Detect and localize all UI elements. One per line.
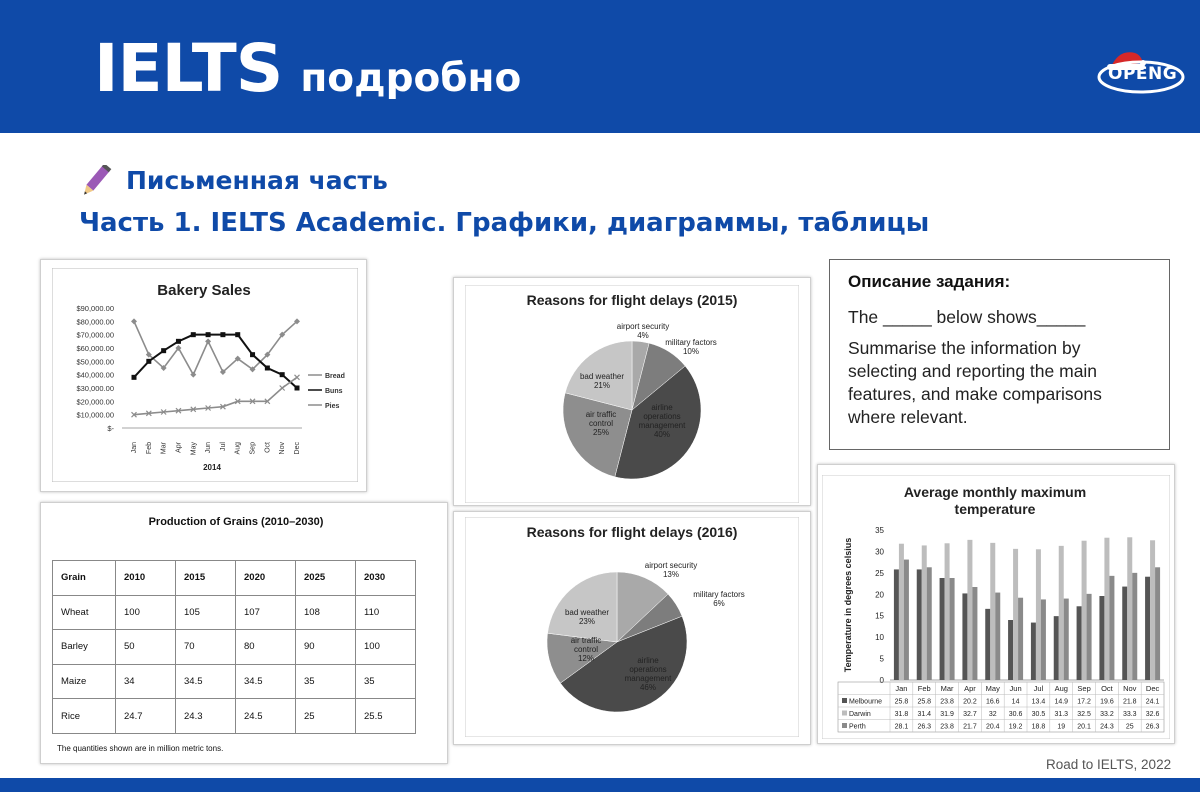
pencil-icon xyxy=(76,165,112,199)
pie-label: operations xyxy=(629,665,667,674)
bar xyxy=(1013,549,1018,680)
logo-text: OPENG xyxy=(1108,64,1178,84)
bar xyxy=(950,578,955,680)
data-label: 33.2 xyxy=(1100,711,1114,718)
pie-label: 46% xyxy=(639,683,657,692)
table-cell: 34 xyxy=(116,664,176,699)
table-row xyxy=(53,595,416,630)
data-label: 14.9 xyxy=(1054,698,1069,706)
data-label: 16.6 xyxy=(985,698,1000,706)
pie-label: airline xyxy=(651,403,673,412)
data-point xyxy=(132,375,137,380)
pie-label: air traffic xyxy=(570,636,602,645)
x-tick-label: Dec xyxy=(294,442,301,455)
y-tick-label: $20,000.00 xyxy=(76,397,114,407)
data-label: 20.4 xyxy=(985,723,1000,731)
x-tick-label: Feb xyxy=(917,684,931,693)
data-label: 32.5 xyxy=(1077,711,1091,718)
table-cell: 108 xyxy=(296,595,356,630)
legend-swatch xyxy=(842,711,847,716)
y-tick-label: 20 xyxy=(875,590,884,600)
data-label: 13.4 xyxy=(1031,698,1046,706)
data-point xyxy=(250,352,255,357)
x-tick-label: May xyxy=(190,442,198,456)
temperature-bar-chart xyxy=(822,475,1170,739)
x-tick-label: Mar xyxy=(160,442,168,455)
data-label: 32.7 xyxy=(963,711,977,718)
data-label: 28.1 xyxy=(894,723,909,731)
y-tick-label: $80,000.00 xyxy=(76,317,114,327)
table-cell: Grain xyxy=(53,561,116,596)
y-tick-label: 10 xyxy=(875,633,884,643)
data-point xyxy=(295,386,300,391)
data-label: 25.8 xyxy=(917,698,932,706)
task-line-2: Summarise the information by selecting and reporting the main features, and make comparisons where relevant. xyxy=(848,338,1102,427)
grains-table-title: Production of Grains (2010–2030) xyxy=(148,516,324,528)
x-tick-label: Jul xyxy=(1033,684,1044,693)
data-label: 31.4 xyxy=(917,711,932,718)
data-label: 32 xyxy=(988,711,997,718)
chart-title: Reasons for flight delays (2015) xyxy=(526,292,738,308)
legend-label: Bread xyxy=(325,373,345,380)
data-label: 21.8 xyxy=(1122,698,1137,706)
data-label: 31.9 xyxy=(940,711,954,718)
table-cell: 90 xyxy=(296,630,356,665)
legend-label: Perth xyxy=(849,723,866,731)
pie-label: bad weather xyxy=(564,608,610,617)
table-cell: 100 xyxy=(116,595,176,630)
bar xyxy=(1150,540,1155,680)
table-cell: 50 xyxy=(116,630,176,665)
chart-title: Reasons for flight delays (2016) xyxy=(526,524,738,540)
data-point xyxy=(161,348,166,353)
task-line-1: The _____ below shows_____ xyxy=(848,307,1086,327)
pie-label: 13% xyxy=(662,570,680,579)
x-tick-label: Dec xyxy=(1145,684,1160,693)
pie-label: management xyxy=(638,421,686,430)
brand-title xyxy=(94,30,521,107)
table-cell: 34.5 xyxy=(176,664,236,699)
x-tick-label: Sep xyxy=(1077,684,1091,693)
bar xyxy=(1031,623,1036,680)
legend-swatch xyxy=(842,723,847,728)
bar xyxy=(1082,541,1087,680)
bar xyxy=(1145,577,1150,680)
y-tick-label: $90,000.00 xyxy=(76,304,114,313)
bar xyxy=(1059,546,1064,680)
data-label: 23.8 xyxy=(940,723,954,731)
table-cell: 107 xyxy=(236,595,296,630)
y-tick-label: 35 xyxy=(875,526,884,535)
pie-label: 25% xyxy=(592,428,610,437)
bar xyxy=(1054,616,1059,680)
pie-label: 40% xyxy=(653,430,671,439)
bar xyxy=(1104,538,1109,680)
y-axis-title: Temperature in degrees celsius xyxy=(843,537,853,673)
data-label: 23.8 xyxy=(940,698,954,706)
bar xyxy=(1018,598,1023,680)
y-tick-label: $40,000.00 xyxy=(76,370,114,380)
data-point xyxy=(191,332,196,337)
chart-title: Average monthly maximum xyxy=(903,484,1087,500)
legend-label: Buns xyxy=(325,388,343,395)
table-row xyxy=(53,664,416,699)
data-label: 18.8 xyxy=(1031,723,1046,731)
x-tick-label: Apr xyxy=(964,684,976,693)
bar xyxy=(894,569,899,680)
section-title: Письменная часть xyxy=(126,166,388,195)
table-cell: 24.5 xyxy=(236,699,296,734)
data-label: 14 xyxy=(1011,698,1020,706)
pie-label: control xyxy=(573,645,599,654)
pie-label: management xyxy=(624,674,672,683)
data-label: 30.5 xyxy=(1031,711,1046,718)
legend-label: Pies xyxy=(325,403,340,410)
x-tick-label: Aug xyxy=(1054,684,1068,693)
pie-label: military factors xyxy=(665,338,717,347)
data-label: 32.6 xyxy=(1145,711,1160,718)
bakery-line-chart xyxy=(52,268,358,482)
data-label: 31.3 xyxy=(1054,711,1069,718)
bar xyxy=(962,593,967,680)
data-point xyxy=(235,332,240,337)
bar xyxy=(1064,599,1069,680)
task-title: Описание задания: xyxy=(848,272,1011,291)
table-row xyxy=(53,630,416,665)
pie-label: 12% xyxy=(577,654,595,663)
data-label: 20.2 xyxy=(963,698,977,706)
footer-bar xyxy=(0,778,1200,792)
pie-label: 4% xyxy=(637,331,649,340)
bar xyxy=(1077,606,1082,680)
pie-label: airport security xyxy=(616,322,670,331)
y-tick-label: $70,000.00 xyxy=(76,330,114,340)
bar xyxy=(1041,599,1046,680)
data-label: 21.7 xyxy=(963,723,977,731)
x-tick-label: Jan xyxy=(895,684,908,693)
table-cell: Barley xyxy=(53,630,116,665)
data-point xyxy=(265,366,270,371)
bar xyxy=(985,609,990,680)
x-tick-label: May xyxy=(985,684,1000,693)
grains-table xyxy=(52,560,416,734)
bar xyxy=(990,543,995,680)
pie-chart-2015 xyxy=(465,285,799,503)
data-label: 24.3 xyxy=(1100,723,1114,731)
pie-label: 10% xyxy=(682,347,700,356)
bar xyxy=(917,569,922,680)
bar xyxy=(940,578,945,680)
data-label: 33.3 xyxy=(1122,711,1137,718)
pie-label: operations xyxy=(643,412,681,421)
pie-label: air traffic xyxy=(585,410,617,419)
table-cell: 2010 xyxy=(116,561,176,596)
table-cell: 35 xyxy=(356,664,416,699)
table-cell: 105 xyxy=(176,595,236,630)
table-row xyxy=(53,699,416,734)
y-tick-label: $30,000.00 xyxy=(76,384,114,393)
x-tick-label: Jul xyxy=(219,442,227,451)
data-point xyxy=(220,332,225,337)
data-label: 19 xyxy=(1057,723,1066,731)
table-cell: 110 xyxy=(356,595,416,630)
data-label: 17.2 xyxy=(1077,698,1091,706)
pie-label: bad weather xyxy=(579,372,625,381)
data-label: 19.6 xyxy=(1100,698,1114,706)
data-label: 19.2 xyxy=(1008,723,1023,731)
x-axis-title: 2014 xyxy=(203,463,221,472)
bar xyxy=(995,593,1000,680)
table-cell: Wheat xyxy=(53,595,116,630)
table-cell: 2015 xyxy=(176,561,236,596)
table-cell: 35 xyxy=(296,664,356,699)
data-point xyxy=(146,359,151,364)
x-tick-label: Mar xyxy=(940,684,954,693)
table-cell: 2030 xyxy=(356,561,416,596)
bar xyxy=(1036,549,1041,680)
bar xyxy=(1087,594,1092,680)
bar xyxy=(1132,573,1137,680)
bar xyxy=(899,544,904,680)
x-tick-label: Apr xyxy=(175,442,183,453)
bar xyxy=(1127,537,1132,680)
bar xyxy=(904,560,909,680)
pie-chart-2016 xyxy=(465,517,799,737)
table-cell: 100 xyxy=(356,630,416,665)
chart-title: Bakery Sales xyxy=(157,282,251,299)
bar xyxy=(1155,567,1160,680)
data-label: 24.1 xyxy=(1145,698,1160,706)
x-tick-label: Nov xyxy=(279,442,287,455)
bar xyxy=(1109,576,1114,680)
pie-label: 21% xyxy=(593,381,611,390)
table-cell: 25.5 xyxy=(356,699,416,734)
pie-label: 23% xyxy=(578,617,596,626)
y-tick-label: 25 xyxy=(875,568,884,578)
data-label: 25 xyxy=(1125,723,1134,731)
table-cell: 24.7 xyxy=(116,699,176,734)
bar xyxy=(972,587,977,680)
data-label: 25.8 xyxy=(894,698,909,706)
table-cell: 2025 xyxy=(296,561,356,596)
x-tick-label: Jan xyxy=(131,442,138,454)
x-tick-label: Jun xyxy=(205,442,213,454)
y-tick-label: $50,000.00 xyxy=(76,357,114,367)
legend-label: Melbourne xyxy=(849,698,883,706)
brand-small: подробно xyxy=(300,56,522,101)
y-tick-label: $10,000.00 xyxy=(76,410,114,420)
legend-label: Darwin xyxy=(849,711,871,718)
x-tick-label: Sep xyxy=(249,442,257,455)
data-point xyxy=(176,339,181,344)
bar xyxy=(967,540,972,680)
x-tick-label: Jun xyxy=(1009,684,1022,693)
data-label: 31.8 xyxy=(894,711,909,718)
pie-label: control xyxy=(588,419,614,428)
table-header-row xyxy=(53,561,416,596)
section-subtitle: Часть 1. IELTS Academic. Графики, диаграммы, таблицы xyxy=(79,208,930,238)
pie-label: 6% xyxy=(713,599,725,608)
x-tick-label: Oct xyxy=(264,442,272,453)
bar xyxy=(1122,587,1127,680)
table-cell: 80 xyxy=(236,630,296,665)
y-tick-label: 30 xyxy=(875,547,884,557)
table-cell: 34.5 xyxy=(236,664,296,699)
y-tick-label: 15 xyxy=(875,611,884,621)
y-tick-label: 0 xyxy=(879,676,884,685)
table-cell: 24.3 xyxy=(176,699,236,734)
bar xyxy=(945,543,950,680)
table-cell: 70 xyxy=(176,630,236,665)
x-tick-label: Feb xyxy=(145,442,153,455)
x-tick-label: Aug xyxy=(234,442,242,455)
grains-table-note: The quantities shown are in million metric tons. xyxy=(57,744,224,753)
table-cell: Rice xyxy=(53,699,116,734)
bar xyxy=(927,567,932,680)
task-description-box xyxy=(829,259,1170,450)
table-cell: Maize xyxy=(53,664,116,699)
y-tick-label: $60,000.00 xyxy=(76,344,114,353)
brand-big: IELTS xyxy=(94,30,283,107)
pie-label: airport security xyxy=(644,561,698,570)
data-label: 26.3 xyxy=(1145,723,1160,731)
legend-swatch xyxy=(842,698,847,703)
data-label: 30.6 xyxy=(1008,711,1023,718)
x-tick-label: Oct xyxy=(1101,684,1113,693)
bar xyxy=(1099,596,1104,680)
x-tick-label: Nov xyxy=(1123,684,1137,693)
pie-label: airline xyxy=(637,656,659,665)
data-label: 26.3 xyxy=(917,723,932,731)
footer-credit: Road to IELTS, 2022 xyxy=(1046,757,1172,772)
pie-label: military factors xyxy=(693,590,745,599)
table-cell: 2020 xyxy=(236,561,296,596)
table-cell: 25 xyxy=(296,699,356,734)
y-tick-label: 5 xyxy=(879,654,884,664)
data-point xyxy=(280,372,285,377)
y-tick-label: $- xyxy=(107,424,114,433)
chart-title-line2: temperature xyxy=(954,501,1036,517)
bar xyxy=(922,545,927,680)
bar xyxy=(1008,620,1013,680)
data-label: 20.1 xyxy=(1077,723,1091,731)
data-point xyxy=(206,332,211,337)
